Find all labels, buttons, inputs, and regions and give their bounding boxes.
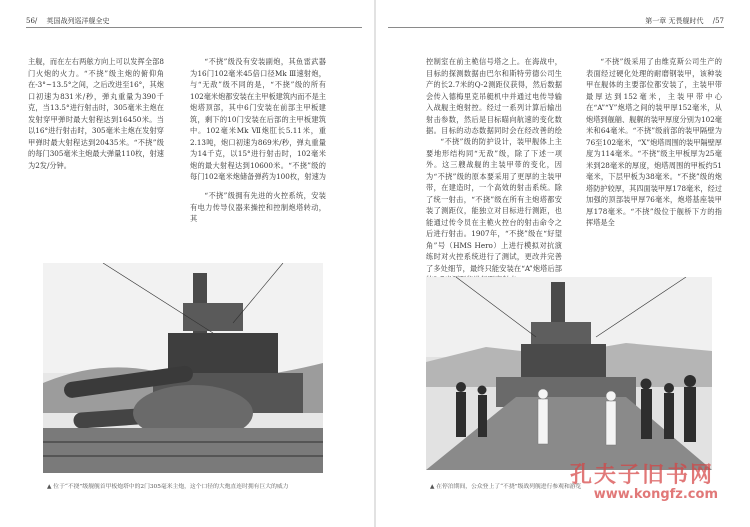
right-column-1 [426,56,562,286]
right-header-rule [388,27,724,28]
right-running-head: 第一章 无畏舰时代 /57 [645,17,724,25]
photo-forward-turret-guns [43,263,323,473]
left-paragraph-2: “不挠”级没有安装副炮，其鱼雷武器为16门102毫米45倍口径Mk Ⅲ速射炮，与“无敌”级不同的是，“不挠”级的所有102毫米炮都安装在主甲板建筑内而不是主炮塔顶部，其中6门安装在前部主甲板建筑，剩下的10门安装在后部的主甲板建筑中。102毫米Mk Ⅶ炮肛长5.11米，重2.13吨，炮口初速为869米/秒，弹丸重量为14千克，以15°进行射击时，102毫米炮的最大射程达到10600米。“不挠”级的每门102毫米炮储备弹药为100枚，射速为 [190,57,326,181]
battleship-deck-visitors-photo [426,277,712,470]
watermark-logo-text: 孔夫子旧书网 [569,463,714,488]
battleship-turret-photo [43,263,323,473]
left-running-head: 56/ 英国战列巡洋舰全史 [26,17,110,25]
right-photo-caption: ▲ 在停泊期间，公众登上了“不挠”级战列舰进行参观和游览 [430,484,582,490]
photo-deck-visitors [426,277,712,470]
left-header-rule [26,27,362,28]
left-column-1 [28,56,164,171]
right-column-2 [586,56,722,229]
right-paragraph-2: “不挠”级的防护设计，装甲舰体上主要地形结构同“无敌”级，除了下述一项外。这三艘战舰的主装甲带的变化，因为“不挠”级的原本要采用了更厚的主装甲带，在建造时，一个高效的射击系统。除了统一射击，“不挠”级在所有主炮塔都安装了测距仪，能独立对目标进行测距，也能通过传令员在主桅火控台的射击命令之后进行射击。1907年，“不挠”级在“好望角”号（HMS Hero）上进行模拟对抗演练时对火控系统进行了测试，更改并完善了多处细节，最终只能安装在“A”炮塔后部 [426,137,562,273]
right-paragraph-1: 控制室在前主桅信号塔之上。在海战中，目标的探测数据由巴尔和斯特劳德公司生产的长2.7米的Q-2测距仪获得，然后数据会传入德梅里克吊艇机中并通过电传导输入战舰主炮射控。经过一系列计算后输出射击参数，然后是目标瞄向航速的变化数据。目标的动态数据同时会在经改善的绘 [426,57,562,135]
left-page [0,0,374,527]
watermark-url: www.kongfz.com [593,487,718,502]
left-paragraph-3: “不挠”级拥有先进的火控系统，安装有电力传导仪器来操控和控制炮塔转动，其 [190,191,326,223]
left-column-2 [190,56,326,225]
right-paragraph-3: “不挠”级采用了由维克斯公司生产的表面经过硬化处理的耐磨钢装甲，该种装甲在舰体的主要部位都安装了，主装甲带最厚达到152毫米，主装甲带中心在“A”“Y”炮塔之间的装甲厚152毫米，从炮塔到舰艏、舰艉的装甲厚度分别为102毫米和64毫米。“不挠”级前部的装甲隔壁为76至102毫米，“X”炮塔周围的装甲隔壁厚度为114毫米。“不挠”级主甲板厚为25毫米到28毫米的厚度，炮塔周围的甲板约51毫米，下层甲板为38毫米。“不挠”级的炮塔防护较厚，其四面装甲厚178毫米，经过加强的顶部装甲厚76毫米，炮塔基座装甲厚178毫米。“不挠”级位于舰桥下方的指挥塔是全 [586,57,722,227]
left-paragraph-1: 主舰，而在左右两舷方向上可以发挥全部8门火炮的火力。“不挠”级主炮的俯仰角在-3°~13.5°之间，之后改进至16°，其炮口初速为831米/秒，弹丸重量为390千克，当13.5°进行射击时，305毫米主炮在发射穿甲弹时最大射程达到16450米。当以16°进行射击时，305毫米主炮在发射穿甲弹时最大射程达到20435米。“不挠”级的每门305毫米主炮最大弹量110枚，射速为2发/分钟。 [28,57,164,170]
left-photo-caption: ▲ 位于“不挠”级舰舰首甲板炮塔中的2门305毫米主炮，这个口径的大炮直连时拥有巨大的威力 [47,484,289,490]
right-page [376,0,750,527]
